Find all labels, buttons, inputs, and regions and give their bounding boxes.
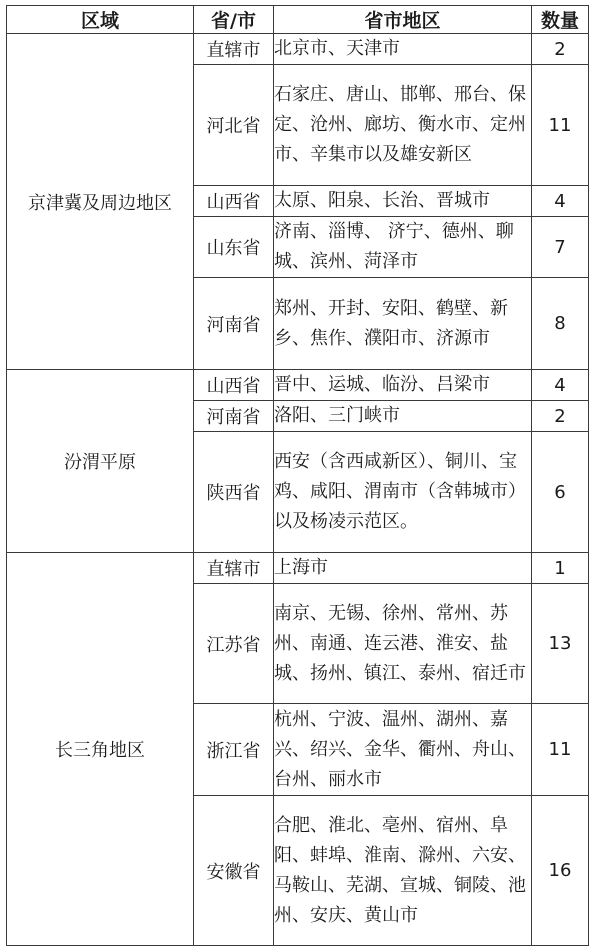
city-count: 13 — [532, 584, 589, 704]
province-name: 陕西省 — [194, 432, 274, 553]
city-count: 6 — [532, 432, 589, 553]
city-list: 杭州、宁波、温州、湖州、嘉兴、绍兴、金华、衢州、舟山、台州、丽水市 — [274, 704, 532, 796]
province-name: 河南省 — [194, 278, 274, 370]
city-list: 南京、无锡、徐州、常州、苏州、南通、连云港、淮安、盐城、扬州、镇江、泰州、宿迁市 — [274, 584, 532, 704]
city-count: 2 — [532, 401, 589, 432]
province-name: 河北省 — [194, 65, 274, 186]
city-list: 北京市、天津市 — [274, 34, 532, 65]
province-name: 山西省 — [194, 186, 274, 217]
region-name: 长三角地区 — [7, 553, 194, 946]
city-count: 11 — [532, 704, 589, 796]
header-province: 省/市 — [194, 6, 274, 34]
city-list: 上海市 — [274, 553, 532, 584]
province-name: 直辖市 — [194, 553, 274, 584]
city-count: 4 — [532, 370, 589, 401]
header-region: 区域 — [7, 6, 194, 34]
header-row — [7, 6, 589, 34]
city-count: 11 — [532, 65, 589, 186]
region-name: 京津冀及周边地区 — [7, 34, 194, 370]
table-row — [7, 34, 589, 65]
city-count: 8 — [532, 278, 589, 370]
province-name: 直辖市 — [194, 34, 274, 65]
region-name: 汾渭平原 — [7, 370, 194, 553]
header-cities: 省市地区 — [274, 6, 532, 34]
province-name: 山东省 — [194, 217, 274, 278]
city-count: 7 — [532, 217, 589, 278]
regions-table — [6, 5, 589, 946]
province-name: 河南省 — [194, 401, 274, 432]
city-count: 4 — [532, 186, 589, 217]
table-row — [7, 370, 589, 401]
city-count: 2 — [532, 34, 589, 65]
city-list: 洛阳、三门峡市 — [274, 401, 532, 432]
city-list: 合肥、淮北、亳州、宿州、阜阳、蚌埠、淮南、滁州、六安、马鞍山、芜湖、宣城、铜陵、池州、安庆、黄山市 — [274, 796, 532, 946]
city-list: 西安（含西咸新区）、铜川、宝鸡、咸阳、渭南市（含韩城市）以及杨凌示范区。 — [274, 432, 532, 553]
province-name: 安徽省 — [194, 796, 274, 946]
province-name: 山西省 — [194, 370, 274, 401]
city-count: 1 — [532, 553, 589, 584]
city-count: 16 — [532, 796, 589, 946]
header-count: 数量 — [532, 6, 589, 34]
city-list: 晋中、运城、临汾、吕梁市 — [274, 370, 532, 401]
province-name: 浙江省 — [194, 704, 274, 796]
city-list: 郑州、开封、安阳、鹤壁、新乡、焦作、濮阳市、济源市 — [274, 278, 532, 370]
province-name: 江苏省 — [194, 584, 274, 704]
city-list: 石家庄、唐山、邯郸、邢台、保定、沧州、廊坊、衡水市、定州市、辛集市以及雄安新区 — [274, 65, 532, 186]
table-row — [7, 553, 589, 584]
city-list: 济南、淄博、 济宁、德州、聊城、滨州、菏泽市 — [274, 217, 532, 278]
city-list: 太原、阳泉、长治、晋城市 — [274, 186, 532, 217]
